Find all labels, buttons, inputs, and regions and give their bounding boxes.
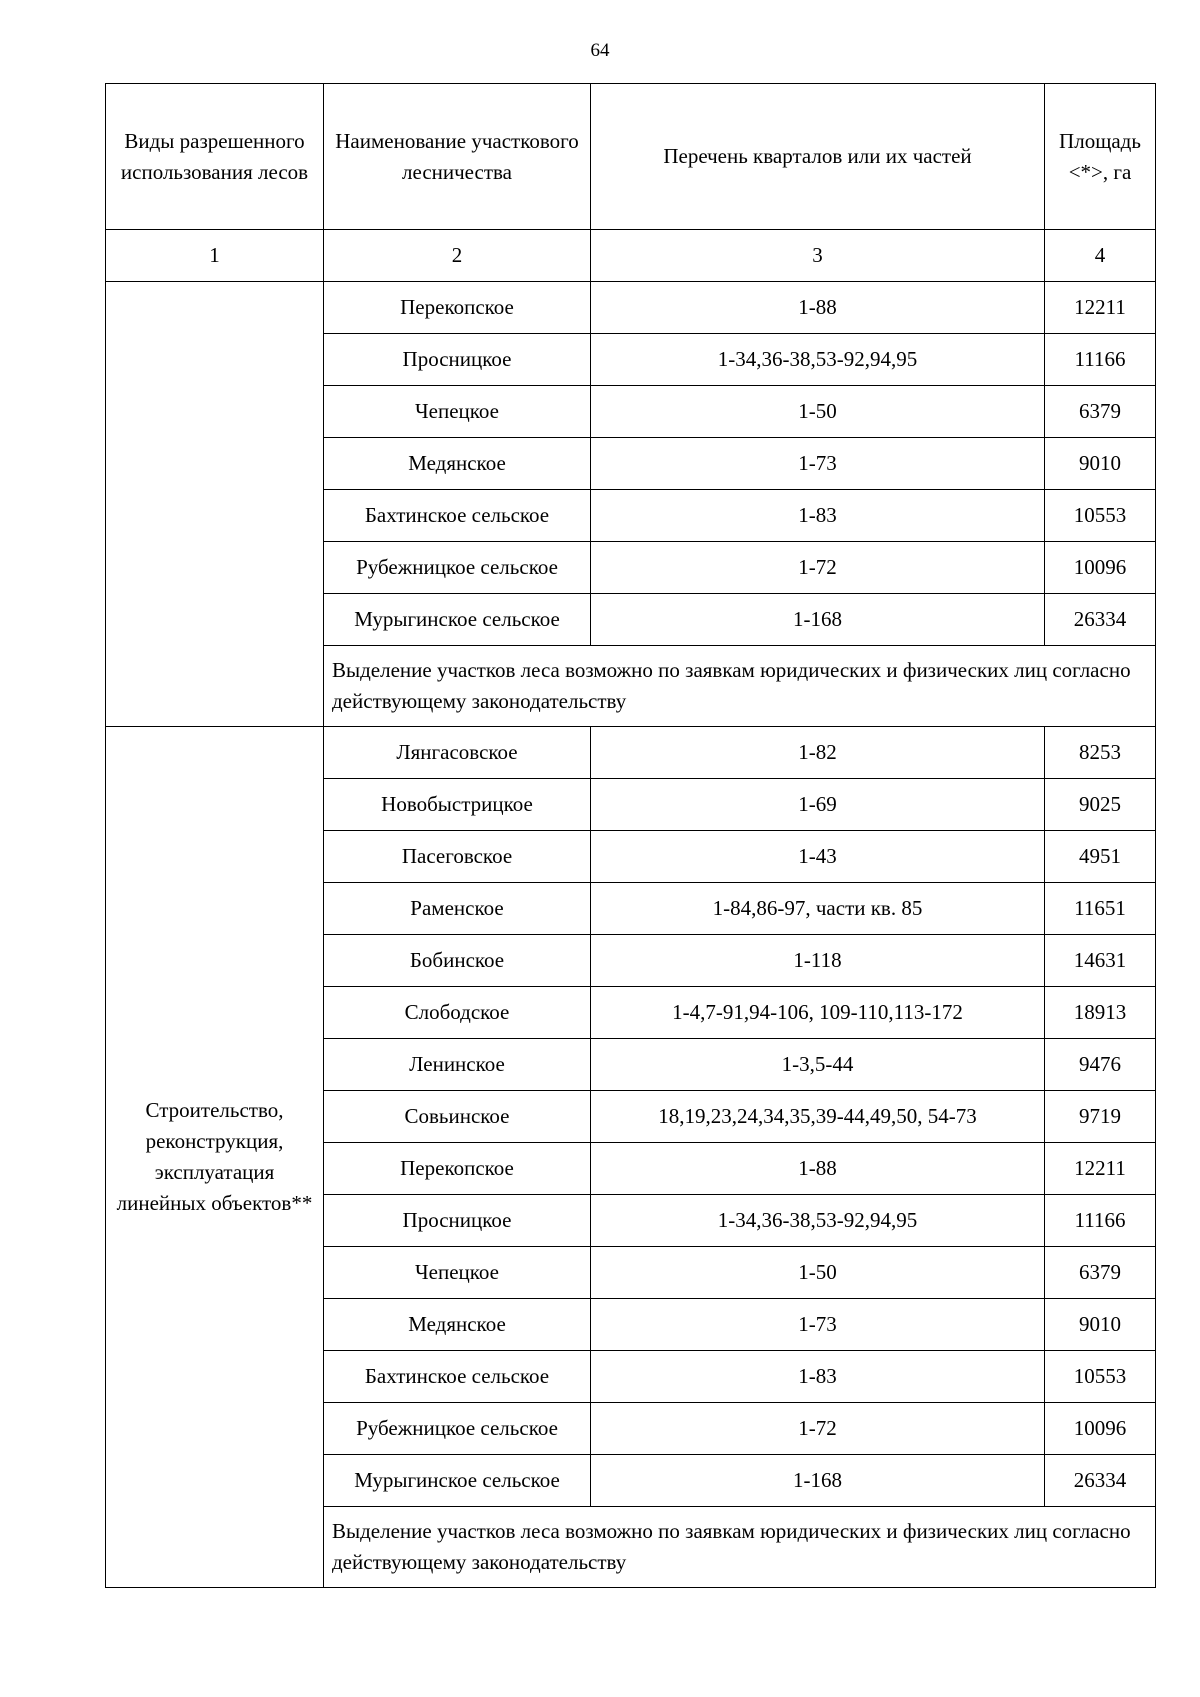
forestry-name-cell: Слободское xyxy=(324,987,591,1039)
area-cell: 11166 xyxy=(1045,1195,1156,1247)
forestry-name-cell: Рубежницкое сельское xyxy=(324,542,591,594)
column-number-row xyxy=(106,230,1156,282)
area-cell: 6379 xyxy=(1045,1247,1156,1299)
quarters-cell: 1-50 xyxy=(591,1247,1045,1299)
forestry-name-cell: Бобинское xyxy=(324,935,591,987)
forestry-name-cell: Просницкое xyxy=(324,1195,591,1247)
quarters-cell: 1-72 xyxy=(591,542,1045,594)
column-number: 1 xyxy=(106,230,324,282)
area-cell: 9025 xyxy=(1045,779,1156,831)
quarters-cell: 1-83 xyxy=(591,1351,1045,1403)
area-cell: 18913 xyxy=(1045,987,1156,1039)
column-number: 2 xyxy=(324,230,591,282)
header-quarters: Перечень кварталов или их частей xyxy=(591,84,1045,230)
forest-use-table xyxy=(105,83,1156,1588)
area-cell: 9010 xyxy=(1045,438,1156,490)
note-cell: Выделение участков леса возможно по заявкам юридических и физических лиц согласно действующему законодательству xyxy=(324,1507,1156,1588)
quarters-cell: 1-73 xyxy=(591,438,1045,490)
area-cell: 8253 xyxy=(1045,727,1156,779)
column-number: 4 xyxy=(1045,230,1156,282)
area-cell: 14631 xyxy=(1045,935,1156,987)
forestry-name-cell: Медянское xyxy=(324,438,591,490)
quarters-cell: 1-3,5-44 xyxy=(591,1039,1045,1091)
forestry-name-cell: Перекопское xyxy=(324,282,591,334)
quarters-cell: 1-82 xyxy=(591,727,1045,779)
quarters-cell: 1-168 xyxy=(591,594,1045,646)
quarters-cell: 1-4,7-91,94-106, 109-110,113-172 xyxy=(591,987,1045,1039)
forestry-name-cell: Чепецкое xyxy=(324,1247,591,1299)
forestry-name-cell: Новобыстрицкое xyxy=(324,779,591,831)
area-cell: 10553 xyxy=(1045,1351,1156,1403)
quarters-cell: 1-83 xyxy=(591,490,1045,542)
forestry-name-cell: Рубежницкое сельское xyxy=(324,1403,591,1455)
quarters-cell: 1-88 xyxy=(591,282,1045,334)
quarters-cell: 1-34,36-38,53-92,94,95 xyxy=(591,334,1045,386)
area-cell: 9010 xyxy=(1045,1299,1156,1351)
header-area: Площадь <*>, га xyxy=(1045,84,1156,230)
quarters-cell: 18,19,23,24,34,35,39-44,49,50, 54-73 xyxy=(591,1091,1045,1143)
area-cell: 11166 xyxy=(1045,334,1156,386)
quarters-cell: 1-69 xyxy=(591,779,1045,831)
quarters-cell: 1-73 xyxy=(591,1299,1045,1351)
forestry-name-cell: Ленинское xyxy=(324,1039,591,1091)
column-number: 3 xyxy=(591,230,1045,282)
forestry-name-cell: Чепецкое xyxy=(324,386,591,438)
forestry-name-cell: Лянгасовское xyxy=(324,727,591,779)
area-cell: 10096 xyxy=(1045,542,1156,594)
area-cell: 9476 xyxy=(1045,1039,1156,1091)
quarters-cell: 1-43 xyxy=(591,831,1045,883)
quarters-cell: 1-50 xyxy=(591,386,1045,438)
area-cell: 26334 xyxy=(1045,1455,1156,1507)
forestry-name-cell: Перекопское xyxy=(324,1143,591,1195)
page-number: 64 xyxy=(590,40,610,61)
use-type-cell: Строительство, реконструкция, эксплуатация линейных объектов** xyxy=(106,727,324,1588)
note-cell: Выделение участков леса возможно по заявкам юридических и физических лиц согласно действующему законодательству xyxy=(324,646,1156,727)
quarters-cell: 1-88 xyxy=(591,1143,1045,1195)
forestry-name-cell: Медянское xyxy=(324,1299,591,1351)
forestry-name-cell: Бахтинское сельское xyxy=(324,490,591,542)
quarters-cell: 1-168 xyxy=(591,1455,1045,1507)
forestry-name-cell: Мурыгинское сельское xyxy=(324,1455,591,1507)
area-cell: 12211 xyxy=(1045,282,1156,334)
table-row xyxy=(106,282,1156,334)
quarters-cell: 1-118 xyxy=(591,935,1045,987)
forestry-name-cell: Мурыгинское сельское xyxy=(324,594,591,646)
area-cell: 11651 xyxy=(1045,883,1156,935)
area-cell: 10553 xyxy=(1045,490,1156,542)
header-row xyxy=(106,84,1156,230)
forestry-name-cell: Совьинское xyxy=(324,1091,591,1143)
quarters-cell: 1-34,36-38,53-92,94,95 xyxy=(591,1195,1045,1247)
area-cell: 12211 xyxy=(1045,1143,1156,1195)
area-cell: 4951 xyxy=(1045,831,1156,883)
forestry-name-cell: Просницкое xyxy=(324,334,591,386)
forestry-name-cell: Бахтинское сельское xyxy=(324,1351,591,1403)
quarters-cell: 1-84,86-97, части кв. 85 xyxy=(591,883,1045,935)
area-cell: 26334 xyxy=(1045,594,1156,646)
header-forestry-name: Наименование участкового лесничества xyxy=(324,84,591,230)
forestry-name-cell: Пасеговское xyxy=(324,831,591,883)
header-use-type: Виды разрешенного использования лесов xyxy=(106,84,324,230)
area-cell: 9719 xyxy=(1045,1091,1156,1143)
area-cell: 10096 xyxy=(1045,1403,1156,1455)
table-row xyxy=(106,727,1156,779)
quarters-cell: 1-72 xyxy=(591,1403,1045,1455)
use-type-cell xyxy=(106,282,324,727)
forestry-name-cell: Раменское xyxy=(324,883,591,935)
area-cell: 6379 xyxy=(1045,386,1156,438)
